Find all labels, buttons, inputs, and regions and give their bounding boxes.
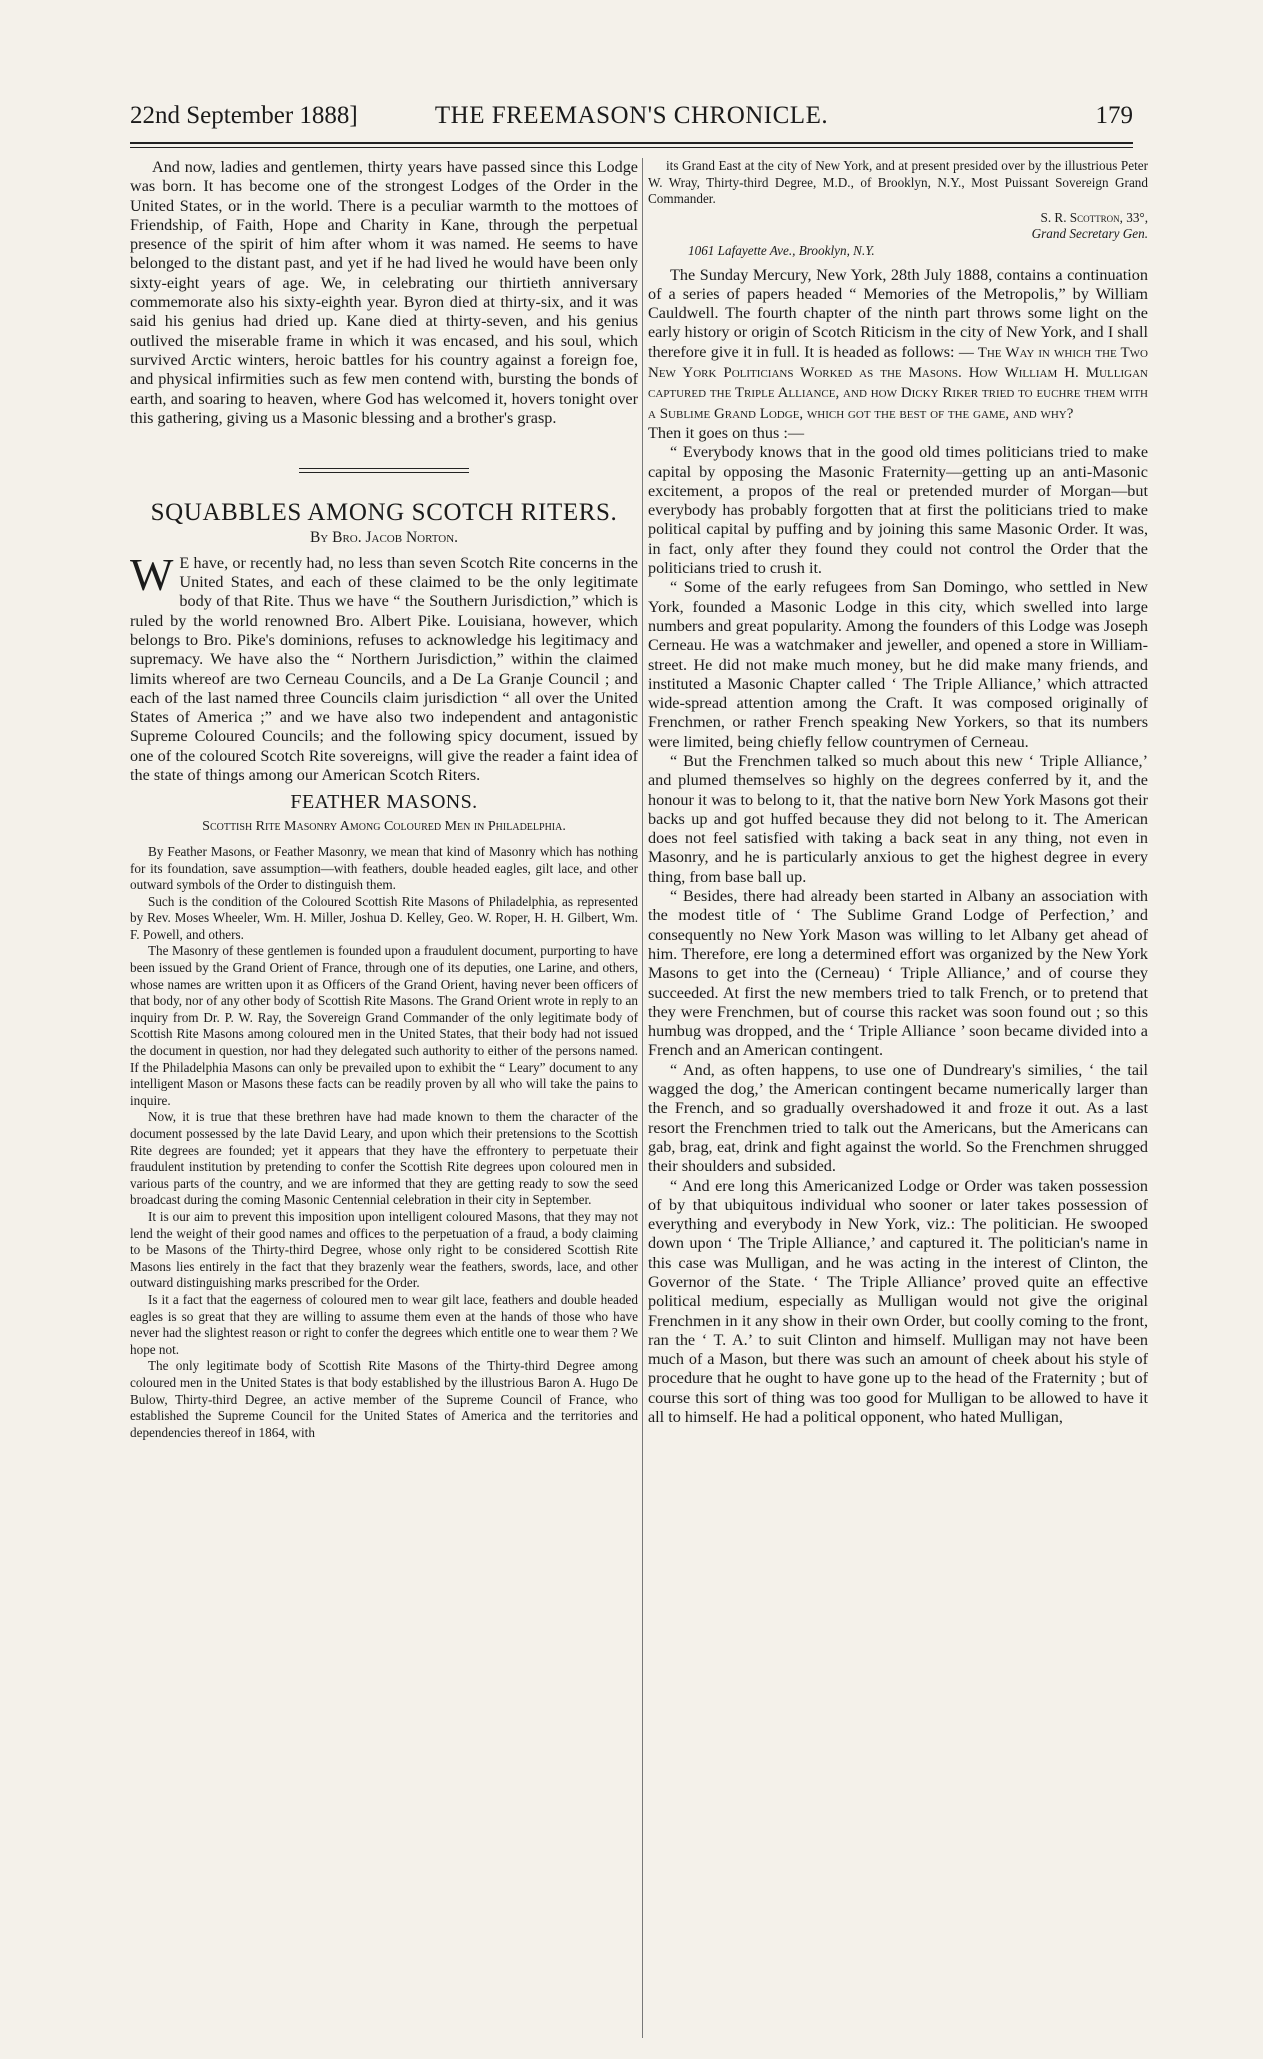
quoted-paragraph: “ But the Frenchmen talked so much about this new ‘ Triple Alliance,’ and plumed themselves so highly on the degrees conferred by it, and the honour it was to belong to it, that the native born New York Masons got their backs up and got huffed because they did not belong to it. The American does not feel satisfied with taking a back seat in any thing, not even in Masonry, and he is particularly anxious to get the highest degree in every thing, from base ball up. bbox=[648, 751, 1148, 886]
quoted-paragraph: “ Everybody knows that in the good old times politicians tried to make capital by opposing the Masonic Fraternity—getting up an anti-Masonic excitement, a propos of the real or pretended murder of Morgan—but everybody has probably forgotten that at first the politicians tried to make political capital by puffing and by joining this same Masonic Order. It was, in fact, only after they found they could not control the Order that the politicians tried to crush it. bbox=[648, 443, 1148, 578]
header-date: 22nd September 1888] bbox=[130, 102, 358, 129]
drop-cap: W bbox=[130, 548, 174, 600]
mercury-paragraph bbox=[648, 266, 1148, 424]
header-title: THE FREEMASON'S CHRONICLE. bbox=[434, 102, 829, 129]
right-column bbox=[648, 158, 1148, 1427]
quoted-paragraph: “ Some of the early refugees from San Domingo, who settled in New York, founded a Masonic Lodge in this city, which swelled into large numbers and great popularity. Among the founders of this Lodge was Joseph Cerneau. He was a watchmaker and jeweller, and opened a store in William-street. He did not make much money, but he did make many friends, and instituted a Masonic Chapter called ‘ The Triple Alliance,’ which attracted wide-spread attention among the Craft. It was composed originally of Frenchmen, or rather French speaking New Yorkers, so that its numbers were limited, being chiefly fellow countrymen of Cerneau. bbox=[648, 578, 1148, 751]
signature-name: S. R. Scottron, 33°, bbox=[1040, 209, 1148, 225]
section-divider bbox=[299, 468, 469, 473]
intro-paragraph: And now, ladies and gentlemen, thirty years have passed since this Lodge was born. It has become one of the strongest Lodges of the Order in the United States, or in the world. There is a peculiar warmth to the mottoes of Friendship, of Faith, Hope and Charity in Kane, through the perpetual presence of the spirit of him after whom it was named. He seems to have belonged to the distant past, and yet if he had lived he would have been only sixty-eight years of age. We, in celebrating our thirtieth anniversary commemorate also his sixty-eighth year. Byron died at thirty-six, and it was said his genius had dried up. Kane died at thirty-seven, and his genius outlived the miserable frame in which it was encased, and his soul, which survived Arctic winters, heroic battles for his country against a foreign foe, and physical infirmities such as few men contend with, bursting the bonds of earth, and soaring to heaven, where God has welcomed it, hovers tonight over this gathering, giving us a Masonic blessing and a brother's grasp. bbox=[130, 158, 638, 427]
signature-address: 1061 Lafayette Ave., Brooklyn, N.Y. bbox=[688, 242, 875, 258]
feather-paragraph: The only legitimate body of Scottish Rite Masons of the Thirty-third Degree among coloured men in the United States is that body established by the illustrious Baron A. Hugo De Bulow, Thirty-third Degree, an active member of the Supreme Council of France, who established the Supreme Council for the United States of America and the territories and dependencies thereof in 1864, with bbox=[130, 1358, 638, 1440]
feather-paragraph: Now, it is true that these brethren have had made known to them the character of the document possessed by the late David Leary, and upon which their pretensions to the Scottish Rite degrees are founded; yet it appears that they have the effrontery to perpetuate their fraudulent institution by pretending to confer the Scottish Rite degrees upon coloured men in various parts of the country, and we are informed that they are getting ready to sow the seed broadcast during the coming Masonic Centennial celebration in their city in September. bbox=[130, 1109, 638, 1208]
feather-paragraph: Is it a fact that the eagerness of coloured men to wear gilt lace, feathers and double headed eagles is so great that they are willing to assume them even at the hands of those who have never had the slightest reason or right to confer the degrees which entitle one to wear them ? We hope not. bbox=[130, 1291, 638, 1357]
feather-paragraph: It is our aim to prevent this imposition upon intelligent coloured Masons, that they may not lend the weight of their good names and offices to the perpetuation of a fraud, a body claiming to be Masons of the Thirty-third Degree, whose only right to be considered Scottish Rite Masons lies entirely in the fact that they brazenly wear the feathers, swords, lace, and other outward distinguishing marks prescribed for the Order. bbox=[130, 1208, 638, 1291]
header-rule bbox=[130, 142, 1133, 148]
feather-masons-subtitle: Scottish Rite Masonry Among Coloured Men in Philadelphia. bbox=[202, 818, 566, 834]
quoted-paragraph: “ And, as often happens, to use one of Dundreary's similies, ‘ the tail wagged the dog,’ the American contingent became numerically larger than the French, and so gradually overshadowed it and froze it out. As a last resort the Frenchmen tried to talk out the Americans, but the Americans can gab, brag, eat, drink and fight against the world. So the Frenchmen shrugged their shoulders and subsided. bbox=[648, 1060, 1148, 1176]
continuation-text: its Grand East at the city of New York, and at present presided over by the illustrious Peter W. Wray, Thirty-third Degree, M.D., of Brooklyn, N.Y., Most Puissant Sovereign Grand Commander. bbox=[648, 158, 1148, 207]
column-divider bbox=[642, 158, 643, 2038]
mercury-paragraph-text: The Sunday Mercury, New York, 28th July 1888, contains a continuation of a series of papers headed “ Memories of the Metropolis,” by William Cauldwell. The fourth chapter of the ninth part throws some light on the early history or origin of Scotch Riticism in the city of New York, and I shall therefore give it in full. It is headed as follows: bbox=[648, 265, 1148, 361]
page-header bbox=[130, 102, 1133, 136]
feather-paragraph: Such is the condition of the Coloured Scottish Rite Masons of Philadelphia, as represented by Rev. Moses Wheeler, Wm. H. Miller, Joshua D. Kelley, Geo. W. Roper, H. H. Gilbert, Wm. F. Powell, and others. bbox=[130, 893, 638, 942]
article-title: SQUABBLES AMONG SCOTCH RITERS. bbox=[150, 499, 618, 527]
quoted-paragraph: “ And ere long this Americanized Lodge or Order was taken possession of by that ubiquitous individual who sooner or later takes possession of everything and everybody in New York, viz.: The politician. He swooped down upon ‘ The Triple Alliance,’ and captured it. The politician's name in this case was Mulligan, and he was acting in the interest of Clinton, the Governor of the State. ‘ The Triple Alliance’ proved quite an effective political medium, especially as Mulligan would not give the original Frenchmen in it any show in their own Order, but coolly coming to the front, ran the ‘ T. A.’ to suit Clinton and himself. Mulligan may not have been much of a Mason, but there was such an amount of cheek about his style of procedure that he ought to have gone up to the head of the Fraternity ; but of course this sort of thing was too good for Mulligan to be allowed to have it all to himself. He had a political opponent, who hated Mulligan, bbox=[648, 1176, 1148, 1427]
chapter-heading: — The Way in which the Two New York Politicians Worked as the Masons. How William H. Mulligan captured the Triple Alliance, and how Dicky Riker tried to euchre them with a Sublime Grand Lodge, which got the best of the game, and why? bbox=[648, 344, 1149, 422]
article-paragraph-1-text: E have, or recently had, no less than seven Scotch Rite concerns in the United States, and each of these claimed to be the only legitimate body of that Rite. Thus we have “ the Southern Jurisdiction,” which is ruled by the world renowned Bro. Albert Pike. Louisiana, however, which belongs to Bro. Pike's dominions, refuses to acknowledge his legitimacy and supremacy. We have also the “ Northern Jurisdiction,” within the claimed limits whereof are two Cerneau Councils, and a De La Granje Council ; and each of the last named three Councils claim jurisdiction “ all over the United States of America ;” and we have also two independent and antagonistic Supreme Coloured Councils; and the following spicy document, issued by one of the coloured Scotch Rite sovereigns, will give the reader a faint idea of the state of things among our American Scotch Riters. bbox=[130, 553, 638, 785]
quoted-paragraph: “ Besides, there had already been started in Albany an association with the modest title of ‘ The Sublime Grand Lodge of Perfection,’ and consequently no New York Mason was willing to let Albany get ahead of him. Therefore, ere long a determined effort was organized by the New York Masons to get into the (Cerneau) ‘ Triple Alliance,’ and of course they succeeded. At first the new members tried to talk French, or to pretend that they were Frenchmen, but of course this racket was soon found out ; so this humbug was dropped, and the ‘ Triple Alliance ’ soon became divided into a French and an American contingent. bbox=[648, 887, 1148, 1060]
left-column bbox=[130, 158, 638, 1441]
feather-paragraph: The Masonry of these gentlemen is founded upon a fraudulent document, purporting to have been issued by the Grand Orient of France, through one of its deputies, one Larine, and others, whose names are written upon it as Officers of the Grand Orient, having never been officers of that body, nor of any other body of Scottish Rite Masons. The Grand Orient wrote in reply to an inquiry from Dr. P. W. Ray, the Sovereign Grand Commander of the only legitimate body of Scottish Rite Masons among coloured men in the United States, that their body had not issued the document in question, nor had they delegated such authority to either of the persons named. If the Philadelphia Masons can only be prevailed upon to exhibit the “ Leary” document to any intelligent Mason or Masons these facts can be readily proven by all who will take the pains to inquire. bbox=[130, 943, 638, 1108]
document-continuation bbox=[648, 158, 1148, 260]
then-line: Then it goes on thus :— bbox=[648, 423, 805, 442]
feather-masons-title: FEATHER MASONS. bbox=[290, 791, 478, 814]
page-number: 179 bbox=[1095, 102, 1133, 129]
signature-title: Grand Secretary Gen. bbox=[1031, 226, 1148, 242]
article-paragraph-1 bbox=[130, 548, 638, 786]
feather-paragraph: By Feather Masons, or Feather Masonry, we mean that kind of Masonry which has nothing for its foundation, save assumption—with feathers, double headed eagles, gilt lace, and other outward symbols of the Order to distinguish them. bbox=[130, 843, 638, 893]
feather-masons-document bbox=[130, 844, 638, 1441]
article-byline: By Bro. Jacob Norton. bbox=[309, 529, 459, 547]
